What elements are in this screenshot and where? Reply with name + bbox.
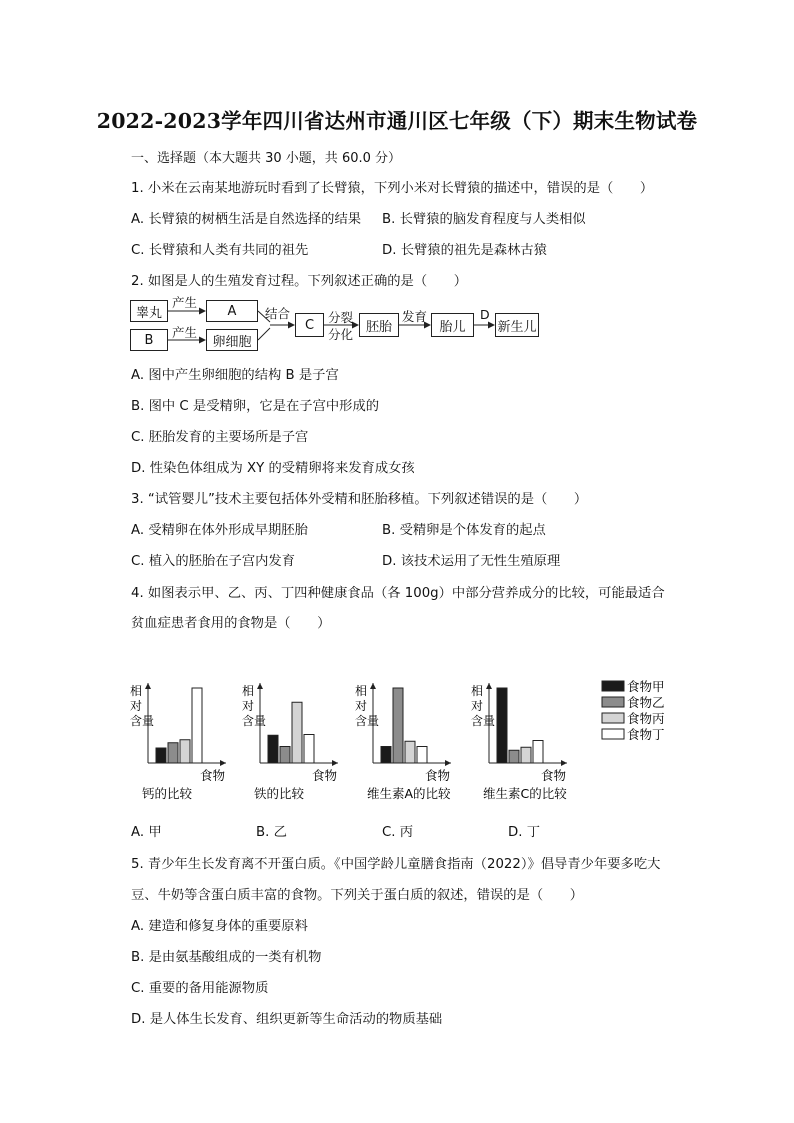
chart-4-bar-食物甲 [497,688,507,763]
question-4-stem-line-2: 贫血症患者食用的食物是（ ） [131,616,331,631]
testis-box: 睾丸 [130,300,168,322]
chart-1-bar-食物丙 [180,740,190,763]
chart-2-ylabel-2: 对 [242,699,255,713]
chart-3-xlabel: 食物 [425,768,451,783]
q5-option-d[interactable]: D. 是人体生长发育、组织更新等生命活动的物质基础 [131,1012,443,1027]
fetus-box: 胎儿 [431,313,474,337]
legend-swatch-1 [602,681,624,691]
label-develop: 发育 [402,309,428,324]
chart-4-xlabel: 食物 [541,768,567,783]
chart-4-y-arrow [486,683,492,689]
chart-2-bar-食物丁 [304,735,314,764]
question-2-stem: 2. 如图是人的生殖发育过程。下列叙述正确的是（ ） [131,274,468,289]
legend-label-2: 食物乙 [627,695,665,710]
q1-option-d[interactable]: D. 长臂猿的祖先是森林古猿 [382,243,547,258]
q4-option-d[interactable]: D. 丁 [508,825,540,840]
q5-option-c[interactable]: C. 重要的备用能源物质 [131,981,269,996]
q3-option-d[interactable]: D. 该技术运用了无性生殖原理 [382,554,561,569]
chart-2-bar-食物甲 [268,735,278,763]
chart-3-x-arrow [445,760,451,766]
chart-4-title: 维生素C的比较 [483,786,567,801]
chart-2-ylabel-1: 相 [242,684,255,698]
q5-option-b[interactable]: B. 是由氨基酸组成的一类有机物 [131,950,322,965]
section-heading: 一、选择题（本大题共 30 小题，共 60.0 分） [131,151,402,166]
chart-1-y-arrow [145,683,151,689]
embryo-box: 胚胎 [359,313,399,337]
label-divide: 分裂 [328,310,354,325]
q3-option-a[interactable]: A. 受精卵在体外形成早期胚胎 [131,523,308,538]
chart-2-bar-食物乙 [280,747,290,764]
q5-option-a[interactable]: A. 建造和修复身体的重要原料 [131,919,308,934]
label-produce-2: 产生 [172,325,198,340]
label-combine: 结合 [265,306,291,321]
chart-3-ylabel-2: 对 [355,699,368,713]
question-4-stem-line-1: 4. 如图表示甲、乙、丙、丁四种健康食品（各 100g）中部分营养成分的比较，可能最适合 [131,586,665,601]
reproduction-flow-diagram [0,0,794,360]
q3-option-c[interactable]: C. 植入的胚胎在子宫内发育 [131,554,296,569]
chart-4-bar-食物丁 [533,741,543,764]
q1-option-a[interactable]: A. 长臂猿的树栖生活是自然选择的结果 [131,212,362,227]
chart-2-bar-食物丙 [292,702,302,763]
chart-2-y-arrow [257,683,263,689]
legend-label-4: 食物丁 [627,727,665,742]
label-produce-1: 产生 [172,295,198,310]
chart-3-ylabel-1: 相 [355,684,368,698]
sperm-a-box: A [206,300,258,322]
chart-1-ylabel-1: 相 [130,684,143,698]
q4-option-a[interactable]: A. 甲 [131,825,162,840]
question-1-stem: 1. 小米在云南某地游玩时看到了长臂猿，下列小米对长臂猿的描述中，错误的是（ ） [131,181,654,196]
q2-option-d[interactable]: D. 性染色体组成为 XY 的受精卵将来发育成女孩 [131,461,415,476]
zygote-c-box: C [295,313,324,337]
chart-1-title: 钙的比较 [142,786,193,801]
page-title: 2022-2023学年四川省达州市通川区七年级（下）期末生物试卷 [96,109,698,133]
chart-3-ylabel-3: 含量 [355,714,380,728]
chart-4-ylabel-1: 相 [471,684,484,698]
question-3-stem: 3. “试管婴儿”技术主要包括体外受精和胚胎移植。下列叙述错误的是（ ） [131,492,588,507]
flow-arrows [0,0,794,360]
legend-swatch-2 [602,697,624,707]
chart-4-ylabel-3: 含量 [471,714,496,728]
chart-2-xlabel: 食物 [312,768,338,783]
q2-option-b[interactable]: B. 图中 C 是受精卵，它是在子宫中形成的 [131,399,380,414]
q3-option-b[interactable]: B. 受精卵是个体发育的起点 [382,523,546,538]
legend-swatch-4 [602,729,624,739]
label-differentiate: 分化 [328,327,354,342]
chart-1-x-arrow [220,760,226,766]
legend-label-3: 食物丙 [627,711,665,726]
chart-1-bar-食物乙 [168,743,178,763]
q2-option-c[interactable]: C. 胚胎发育的主要场所是子宫 [131,430,309,445]
chart-3-bar-食物丁 [417,747,427,764]
chart-4-bar-食物丙 [521,747,531,763]
q1-option-b[interactable]: B. 长臂猿的脑发育程度与人类相似 [382,212,586,227]
chart-1-bar-食物丁 [192,688,202,763]
chart-1-ylabel-3: 含量 [130,714,155,728]
chart-4-x-arrow [561,760,567,766]
chart-1-bar-食物甲 [156,748,166,763]
chart-4-bar-食物乙 [509,750,519,763]
chart-3-y-arrow [370,683,376,689]
chart-3-bar-食物乙 [393,688,403,763]
chart-2-ylabel-3: 含量 [242,714,267,728]
chart-3-bar-食物甲 [381,747,391,764]
legend-swatch-3 [602,713,624,723]
question-5-stem-line-2: 豆、牛奶等含蛋白质丰富的食物。下列关于蛋白质的叙述，错误的是（ ） [131,888,584,903]
chart-3-bar-食物丙 [405,741,415,763]
chart-2-title: 铁的比较 [254,786,305,801]
q2-option-a[interactable]: A. 图中产生卵细胞的结构 B 是子宫 [131,368,339,383]
legend-label-1: 食物甲 [627,679,665,694]
chart-3-title: 维生素A的比较 [367,786,451,801]
chart-2-x-arrow [332,760,338,766]
ovary-b-box: B [130,329,168,351]
q4-option-b[interactable]: B. 乙 [256,825,287,840]
q1-option-c[interactable]: C. 长臂猿和人类有共同的祖先 [131,243,309,258]
egg-cell-box: 卵细胞 [206,329,258,351]
label-d: D [480,307,490,322]
newborn-box: 新生儿 [495,313,539,337]
q4-option-c[interactable]: C. 丙 [382,825,414,840]
chart-1-xlabel: 食物 [200,768,226,783]
chart-4-ylabel-2: 对 [471,699,484,713]
question-5-stem-line-1: 5. 青少年生长发育离不开蛋白质。《中国学龄儿童膳食指南（2022）》倡导青少年要多吃大 [131,857,661,872]
chart-1-ylabel-2: 对 [130,699,143,713]
